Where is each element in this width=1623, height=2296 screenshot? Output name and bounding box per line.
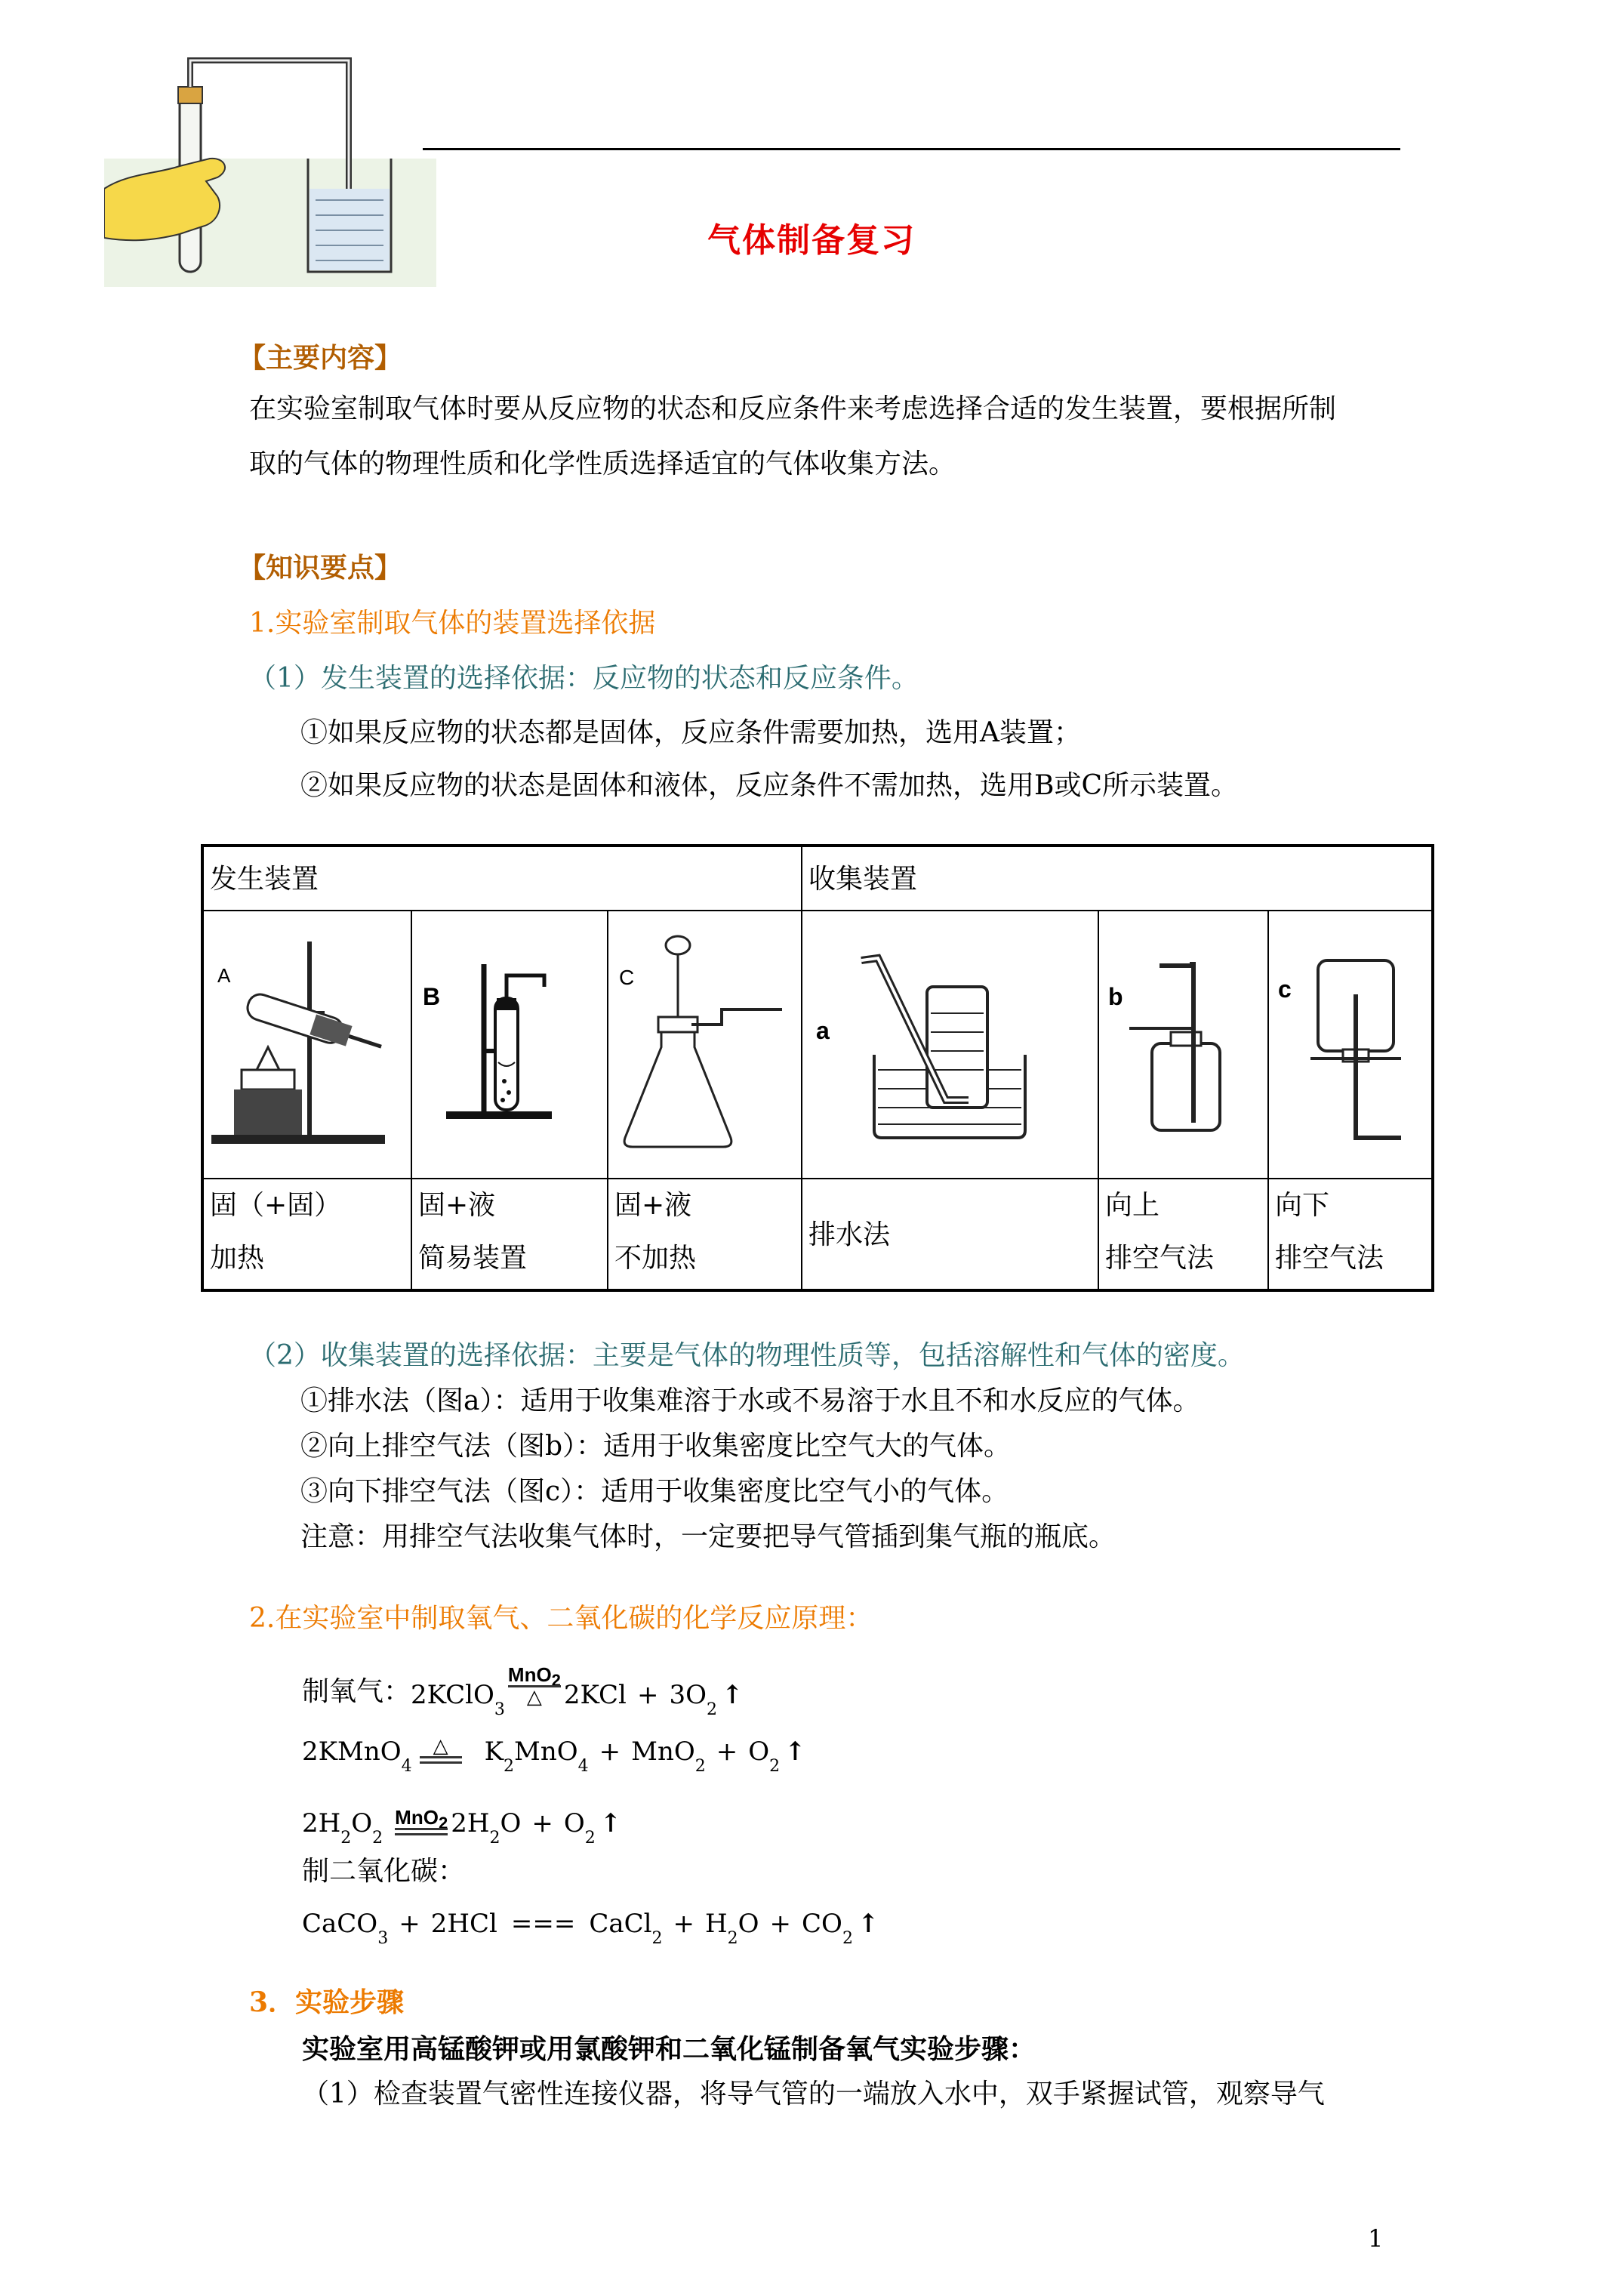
section3-intro: 实验室用高锰酸钾或用氯酸钾和二氧化锰制备氧气实验步骤：	[302, 2033, 1036, 2065]
figure-cell-a-upper	[203, 911, 411, 1179]
figure-cell-b-lower	[1098, 911, 1268, 1179]
table-header-collection: 收集装置	[802, 846, 1432, 911]
oxygen-prep-label: 制氧气：	[302, 1676, 411, 1707]
equation-caco3: CaCO 3 + 2HCl === CaCl 2 + H 2 O + CO 2 ↑	[302, 1909, 879, 1948]
heating-apparatus-figure	[204, 911, 412, 1179]
section1-item2: ②如果反应物的状态是固体和液体，反应条件不需加热，选用B或C所示装置。	[300, 770, 1239, 801]
upward-displacement-figure	[1099, 911, 1269, 1179]
desc-cell-b: 向上 排空气法	[1098, 1179, 1268, 1290]
catalyst-heat-condition: MnO$_2$ △	[507, 1663, 561, 1709]
section3-title: 3．实验步骤	[249, 1986, 405, 2018]
figure-cell-c-upper	[608, 911, 802, 1179]
desc-cell-C: 固+液 不加热	[608, 1179, 802, 1290]
figure-label-C: C	[619, 966, 635, 989]
figure-cell-c-lower	[1268, 911, 1432, 1179]
co2-prep-label: 制二氧化碳：	[302, 1856, 466, 1887]
section1-sub2: （2）收集装置的选择依据：主要是气体的物理性质等，包括溶解性和气体的密度。	[249, 1340, 1245, 1371]
section1-title: 1.实验室制取气体的装置选择依据	[249, 608, 656, 639]
page-number: 1	[1368, 2224, 1384, 2253]
section2-title: 2.在实验室中制取氧气、二氧化碳的化学反应原理：	[249, 1603, 873, 1634]
desc-cell-a: 排水法	[802, 1179, 1098, 1290]
figure-label-a: a	[816, 1017, 830, 1044]
figure-label-A: A	[217, 964, 231, 987]
desc-cell-B: 固+液 简易装置	[411, 1179, 608, 1290]
downward-displacement-figure	[1269, 911, 1433, 1179]
section1-collect1: ①排水法（图a）：适用于收集难溶于水或不易溶于水且不和水反应的气体。	[300, 1385, 1200, 1416]
simple-apparatus-figure	[412, 911, 608, 1179]
equation-kclo3: 制氧气： 2KClO 3 MnO$_2$ △ 2KCl + 3O 2 ↑	[302, 1663, 744, 1719]
catalyst-condition: MnO$_2$	[395, 1807, 448, 1835]
knowledge-heading: 【知识要点】	[239, 552, 402, 584]
section1-sub1: （1）发生装置的选择依据：反应物的状态和反应条件。	[249, 663, 919, 694]
figure-cell-b-upper	[411, 911, 608, 1179]
heat-condition: △	[420, 1737, 462, 1764]
equation-kmno4: 2KMnO 4 △ K 2 MnO 4 + MnO 2 + O 2 ↑	[302, 1735, 806, 1776]
water-displacement-figure	[802, 911, 1099, 1179]
figure-label-c: c	[1278, 975, 1292, 1003]
section3-step1: （1）检查装置气密性连接仪器，将导气管的一端放入水中，双手紧握试管，观察导气	[302, 2079, 1325, 2110]
table-header-generation: 发生装置	[203, 846, 802, 911]
figure-label-B: B	[423, 983, 441, 1010]
header-rule	[423, 148, 1400, 150]
equation-h2o2: 2H 2 O 2 MnO$_2$ 2H 2 O + O 2 ↑	[302, 1806, 622, 1848]
main-content-paragraph-line2: 取的气体的物理性质和化学性质选择适宜的气体收集方法。	[249, 448, 956, 479]
main-content-paragraph-line1: 在实验室制取气体时要从反应物的状态和反应条件来考虑选择合适的发生装置，要根据所制	[249, 393, 1337, 424]
figure-label-b: b	[1108, 983, 1123, 1010]
main-content-heading: 【主要内容】	[239, 342, 402, 374]
figure-cell-a-lower	[802, 911, 1098, 1179]
desc-cell-A: 固（+固） 加热	[203, 1179, 411, 1290]
section1-item1: ①如果反应物的状态都是固体，反应条件需要加热，选用A装置；	[300, 717, 1081, 748]
gas-arrow: ↑	[721, 1680, 744, 1710]
flask-apparatus-figure	[608, 911, 802, 1179]
desc-cell-c: 向下 排空气法	[1268, 1179, 1432, 1290]
section1-collect3: ③向下排空气法（图c）：适用于收集密度比空气小的气体。	[300, 1476, 1009, 1507]
section1-collect2: ②向上排空气法（图b）：适用于收集密度比空气大的气体。	[300, 1431, 1012, 1462]
section1-note: 注意：用排空气法收集气体时，一定要把导气管插到集气瓶的瓶底。	[300, 1521, 1116, 1552]
page-title: 气体制备复习	[707, 221, 916, 260]
apparatus-table	[201, 844, 1434, 1292]
